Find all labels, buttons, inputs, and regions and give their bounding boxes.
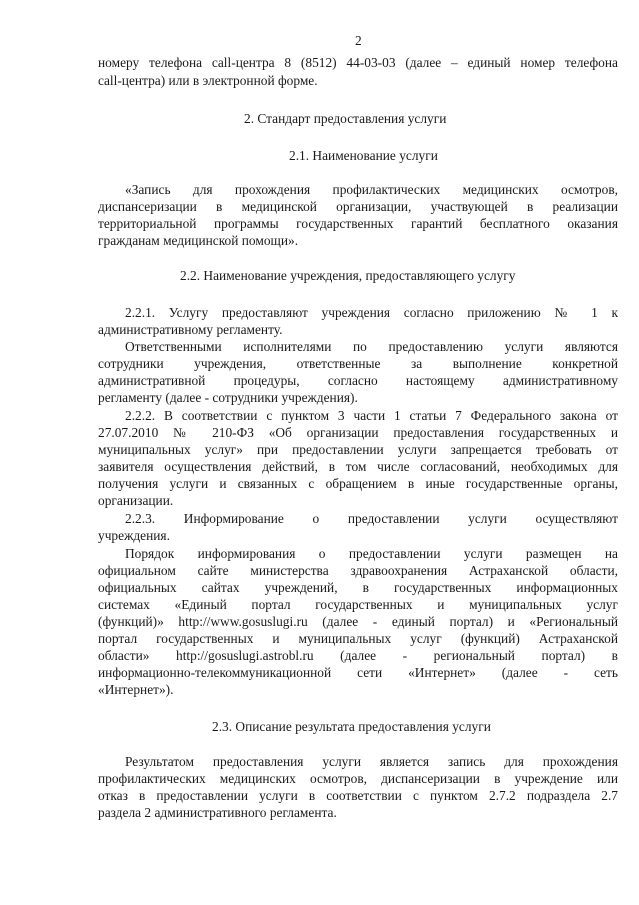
s21-line-3: территориальной программы государственных гарантий бесплатного оказания <box>98 216 618 231</box>
responsible-line-2: сотрудники учреждения, ответственные за выполнение конкретной <box>98 356 618 371</box>
intro-line-1: номеру телефона call-центра 8 (8512) 44-03-03 (далее – единый номер телефона <box>98 55 618 70</box>
s222-line-3: муниципальных услуг» при предоставлении услуги запрещается требовать от <box>98 442 618 457</box>
procedure-line-9: «Интернет»). <box>98 682 174 697</box>
s21-line-1: «Запись для прохождения профилактических медицинских осмотров, <box>125 182 618 197</box>
intro-line-2: call-центра) или в электронной форме. <box>98 73 318 88</box>
procedure-line-7: области» http://gosuslugi.astrobl.ru (далее - региональный портал) в <box>98 648 618 663</box>
responsible-line-3: административной процедуры, согласно настоящему административному <box>98 373 618 388</box>
s223-line-2: учреждения. <box>98 528 170 543</box>
s221-line-2: административному регламенту. <box>98 322 283 337</box>
s23-line-3: отказ в предоставлении услуги в соответствии с пунктом 2.7.2 подраздела 2.7 <box>98 788 618 803</box>
s223-line-1: 2.2.3. Информирование о предоставлении услуги осуществляют <box>125 511 618 526</box>
procedure-line-4: системах «Единый портал государственных и муниципальных услуг <box>98 597 618 612</box>
s221-line-1: 2.2.1. Услугу предоставляют учреждения согласно приложению № 1 к <box>125 305 618 320</box>
responsible-line-1: Ответственными исполнителями по предоставлению услуги являются <box>125 339 618 354</box>
responsible-line-4: регламенту (далее - сотрудники учреждения). <box>98 390 358 405</box>
s23-line-2: профилактических медицинских осмотров, диспансеризации в учреждение или <box>98 771 618 786</box>
procedure-line-3: официальных сайтах учреждений, в государственных информационных <box>98 580 618 595</box>
s222-line-2: 27.07.2010 № 210-ФЗ «Об организации предоставления государственных и <box>98 425 618 440</box>
procedure-line-5: (функций)» http://www.gosuslugi.ru (далее - единый портал) и «Региональный <box>98 614 618 629</box>
section-2-2-heading: 2.2. Наименование учреждения, предоставляющего услугу <box>180 268 516 283</box>
s21-line-2: диспансеризации в медицинской организации, участвующей в реализации <box>98 199 618 214</box>
procedure-line-8: информационно-телекоммуникационной сети «Интернет» (далее - сеть <box>98 665 618 680</box>
procedure-line-2: официальном сайте министерства здравоохранения Астраханской области, <box>98 563 618 578</box>
s222-line-6: организации. <box>98 493 174 508</box>
s222-line-1: 2.2.2. В соответствии с пунктом 3 части 1 статьи 7 Федерального закона от <box>125 408 618 423</box>
section-2-1-heading: 2.1. Наименование услуги <box>289 148 438 163</box>
section-2-heading: 2. Стандарт предоставления услуги <box>244 111 447 126</box>
s222-line-4: заявителя осуществления действий, в том числе согласований, необходимых для <box>98 459 618 474</box>
procedure-line-6: портал государственных и муниципальных услуг (функций) Астраханской <box>98 631 618 646</box>
s222-line-5: получения услуги и связанных с обращением в иные государственные органы, <box>98 476 618 491</box>
procedure-line-1: Порядок информирования о предоставлении услуги размещен на <box>125 546 618 561</box>
section-2-3-heading: 2.3. Описание результата предоставления услуги <box>212 719 491 734</box>
s23-line-4: раздела 2 административного регламента. <box>98 805 337 820</box>
page-number: 2 <box>355 33 362 48</box>
s23-line-1: Результатом предоставления услуги является запись для прохождения <box>125 754 618 769</box>
s21-line-4: гражданам медицинской помощи». <box>98 233 299 248</box>
